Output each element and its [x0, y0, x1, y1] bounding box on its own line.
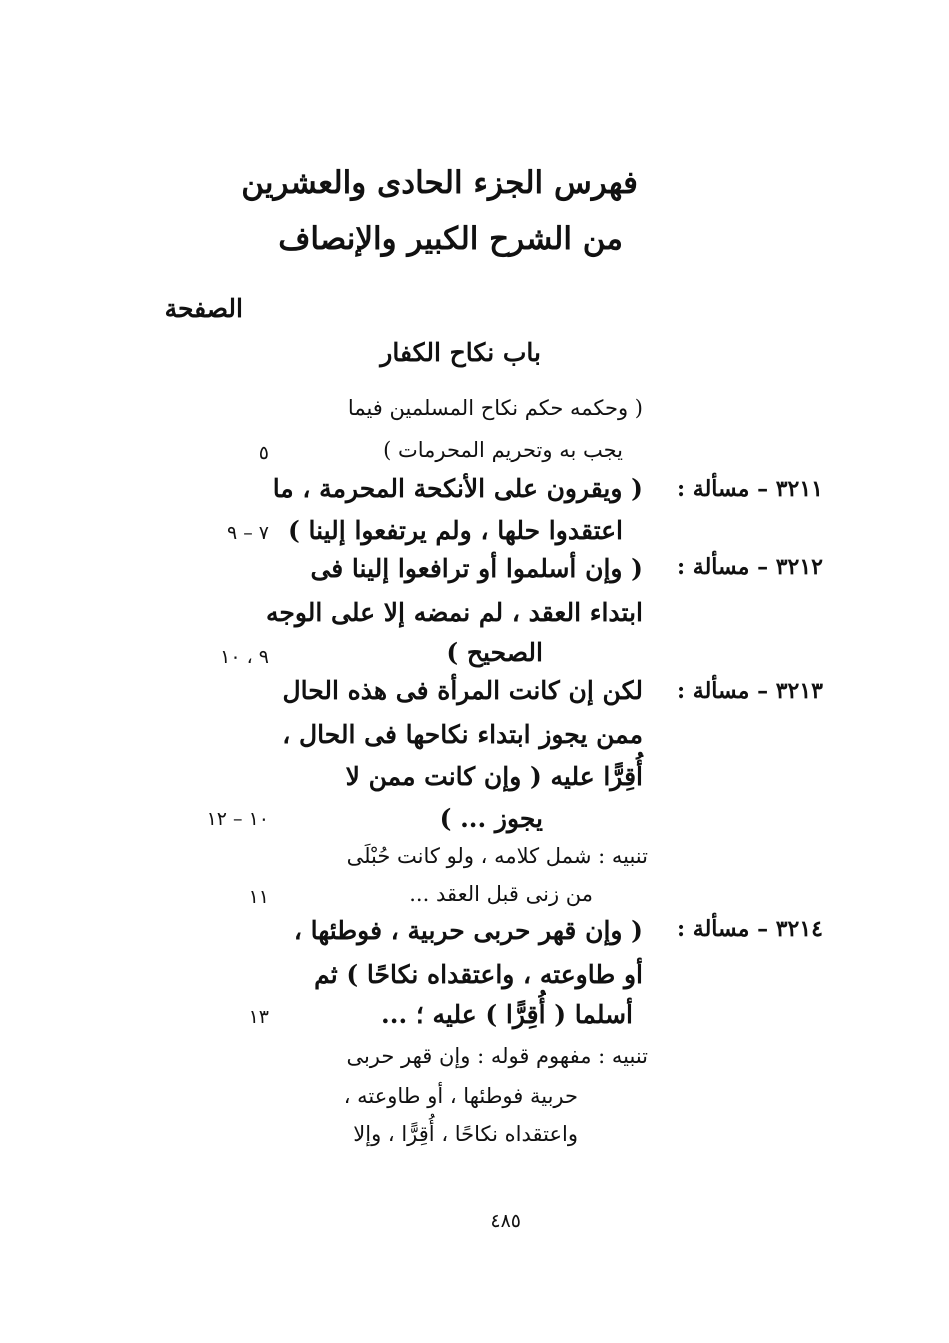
note-1-line-1: تنبيه : شمل كلامه ، ولو كانت حُبْلَى — [346, 844, 648, 868]
entry-3213-page: ١٠ – ١٢ — [206, 808, 269, 830]
entry-3214-line-1: ( وإن قهر حربى حربية ، فوطئها ، — [293, 916, 643, 945]
intro-page: ٥ — [258, 442, 269, 464]
intro-line-1: ( وحكمه حكم نكاح المسلمين فيما — [347, 396, 643, 420]
note-2-line-1: تنبيه : مفهوم قوله : وإن قهر حربى — [346, 1044, 648, 1068]
entry-3213-line-1: لكن إن كانت المرأة فى هذه الحال — [282, 676, 643, 705]
note-2-line-3: واعتقداه نكاحًا ، أُقِرًّا ، وإلا — [353, 1122, 578, 1146]
entry-3211-label: ٣٢١١ – مسألة : — [677, 476, 823, 502]
page-title-line-2: من الشرح الكبير والإنصاف — [278, 221, 623, 257]
note-2-line-2: حربية فوطئها ، أو طاوعته ، — [343, 1084, 578, 1108]
entry-3214-line-2: أو طاوعته ، واعتقداه نكاحًا ) ثم — [314, 960, 643, 989]
intro-line-2: يجب به وتحريم المحرمات ) — [383, 438, 623, 462]
entry-3212-page: ٩ ، ١٠ — [220, 646, 269, 668]
entry-3212-line-1: ( وإن أسلموا أو ترافعوا إلينا فى — [310, 554, 643, 583]
entry-3213-line-2: ممن يجوز ابتداء نكاحها فى الحال ، — [282, 720, 643, 749]
note-1-line-2: من زنى قبل العقد ... — [409, 882, 593, 906]
note-1-page: ١١ — [248, 886, 269, 908]
entry-3213-label: ٣٢١٣ – مسألة : — [677, 678, 823, 704]
entry-3211-line-2: اعتقدوا حلها ، ولم يرتفعوا إلينا ) — [287, 516, 623, 545]
entry-3214-page: ١٣ — [248, 1006, 269, 1028]
entry-3213-line-4: يجوز ... ) — [439, 804, 543, 833]
page-column-label: الصفحة — [164, 294, 243, 323]
page-title-line-1: فهرس الجزء الحادى والعشرين — [241, 165, 638, 201]
entry-3214-label: ٣٢١٤ – مسألة : — [677, 916, 823, 942]
entry-3211-page: ٧ – ٩ — [226, 522, 269, 544]
section-heading: باب نكاح الكفار — [380, 338, 541, 367]
entry-3213-line-3: أُقِرًّا عليه ( وإن كانت ممن لا — [345, 762, 643, 791]
entry-3211-line-1: ( ويقرون على الأنكحة المحرمة ، ما — [272, 474, 643, 503]
entry-3212-line-2: ابتداء العقد ، لم نمضه إلا على الوجه — [266, 598, 643, 627]
entry-3214-line-3: أسلما ( أُقِرًّا ) عليه ؛ ... — [381, 1000, 633, 1029]
entry-3212-line-3: الصحيح ) — [446, 638, 543, 667]
entry-3212-label: ٣٢١٢ – مسألة : — [677, 554, 823, 580]
page-number: ٤٨٥ — [490, 1210, 521, 1232]
